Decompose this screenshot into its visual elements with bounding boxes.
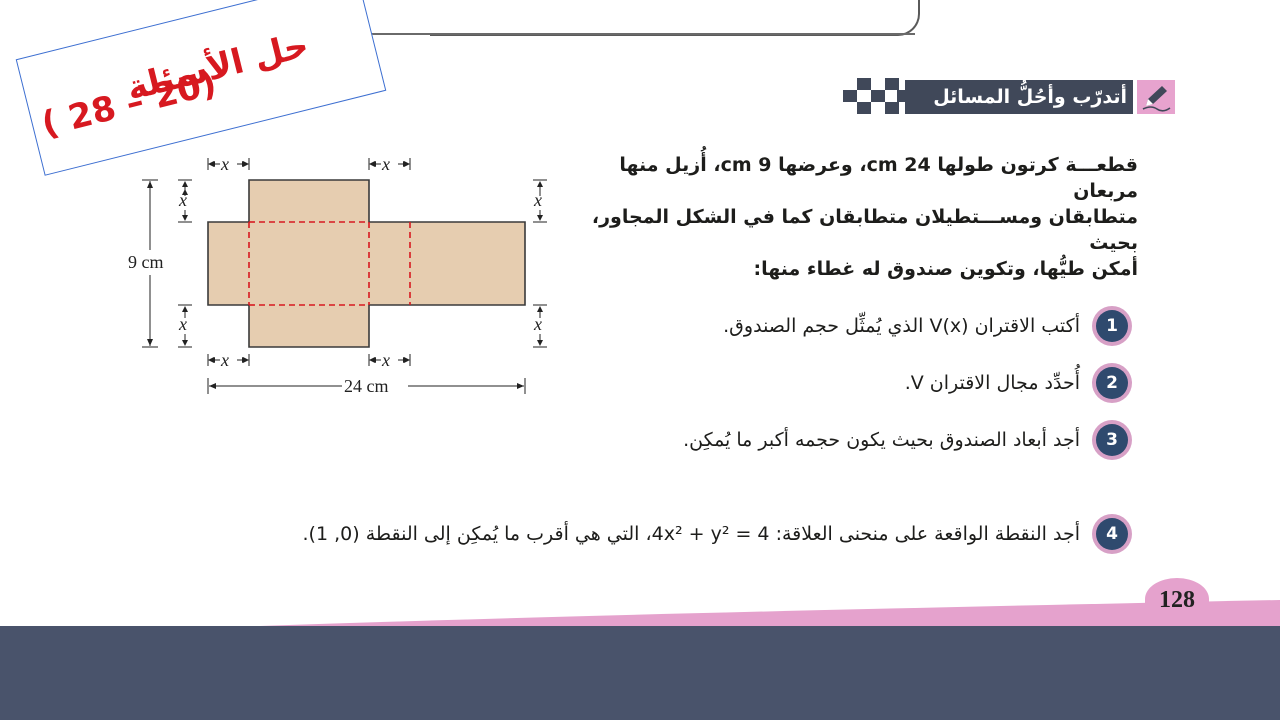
question-3-text: أجد أبعاد الصندوق بحيث يكون حجمه أكبر ما يُمكِن. (683, 429, 1080, 451)
question-1-badge: 1 (1096, 310, 1128, 342)
label-x-left-top: x (179, 190, 187, 210)
section-title: أتدرّب وأحُلُّ المسائل (933, 86, 1127, 108)
question-3-badge: 3 (1096, 424, 1128, 456)
label-x-right-bottom: x (534, 314, 542, 334)
footer-bar (0, 626, 1280, 720)
question-2-text: أُحدِّد مجال الاقتران V. (904, 372, 1080, 394)
label-x-left-bottom: x (179, 314, 187, 334)
banner-checker (843, 78, 905, 116)
problem-line-2: متطابقان ومســـتطيلان متطابقان كما في الشكل المجاور، بحيث (591, 206, 1138, 254)
label-x-bottom-left: x (221, 350, 229, 370)
question-4-text: أجد النقطة الواقعة على منحنى العلاقة: 4x² + y² = 4، التي هي أقرب ما يُمكِن إلى النقطة (0, 1). (302, 523, 1080, 545)
header-frame (430, 0, 920, 36)
page-number: 128 (1145, 578, 1209, 620)
problem-line-3: أمكن طيُّها، وتكوين صندوق له غطاء منها: (753, 258, 1138, 280)
label-width: 24 cm (344, 376, 389, 396)
question-4-badge: 4 (1096, 518, 1128, 550)
question-1-text: أكتب الاقتران V(x) الذي يُمثِّل حجم الصندوق. (723, 315, 1080, 337)
stamp-range: ( 28 – 20) (37, 63, 221, 145)
label-x-bottom-right: x (382, 350, 390, 370)
question-2-badge: 2 (1096, 367, 1128, 399)
label-height: 9 cm (128, 252, 164, 272)
cardboard-figure (120, 150, 560, 410)
label-x-top-right: x (382, 154, 390, 174)
label-x-top-left: x (221, 154, 229, 174)
pink-band (0, 600, 1280, 626)
label-x-right-top: x (534, 190, 542, 210)
stamp-title: حل الأسئلة (122, 25, 313, 109)
problem-line-1: قطعـــة كرتون طولها 24 cm، وعرضها 9 cm، أُزيل منها مربعان (619, 154, 1138, 202)
pencil-icon (1137, 80, 1175, 114)
